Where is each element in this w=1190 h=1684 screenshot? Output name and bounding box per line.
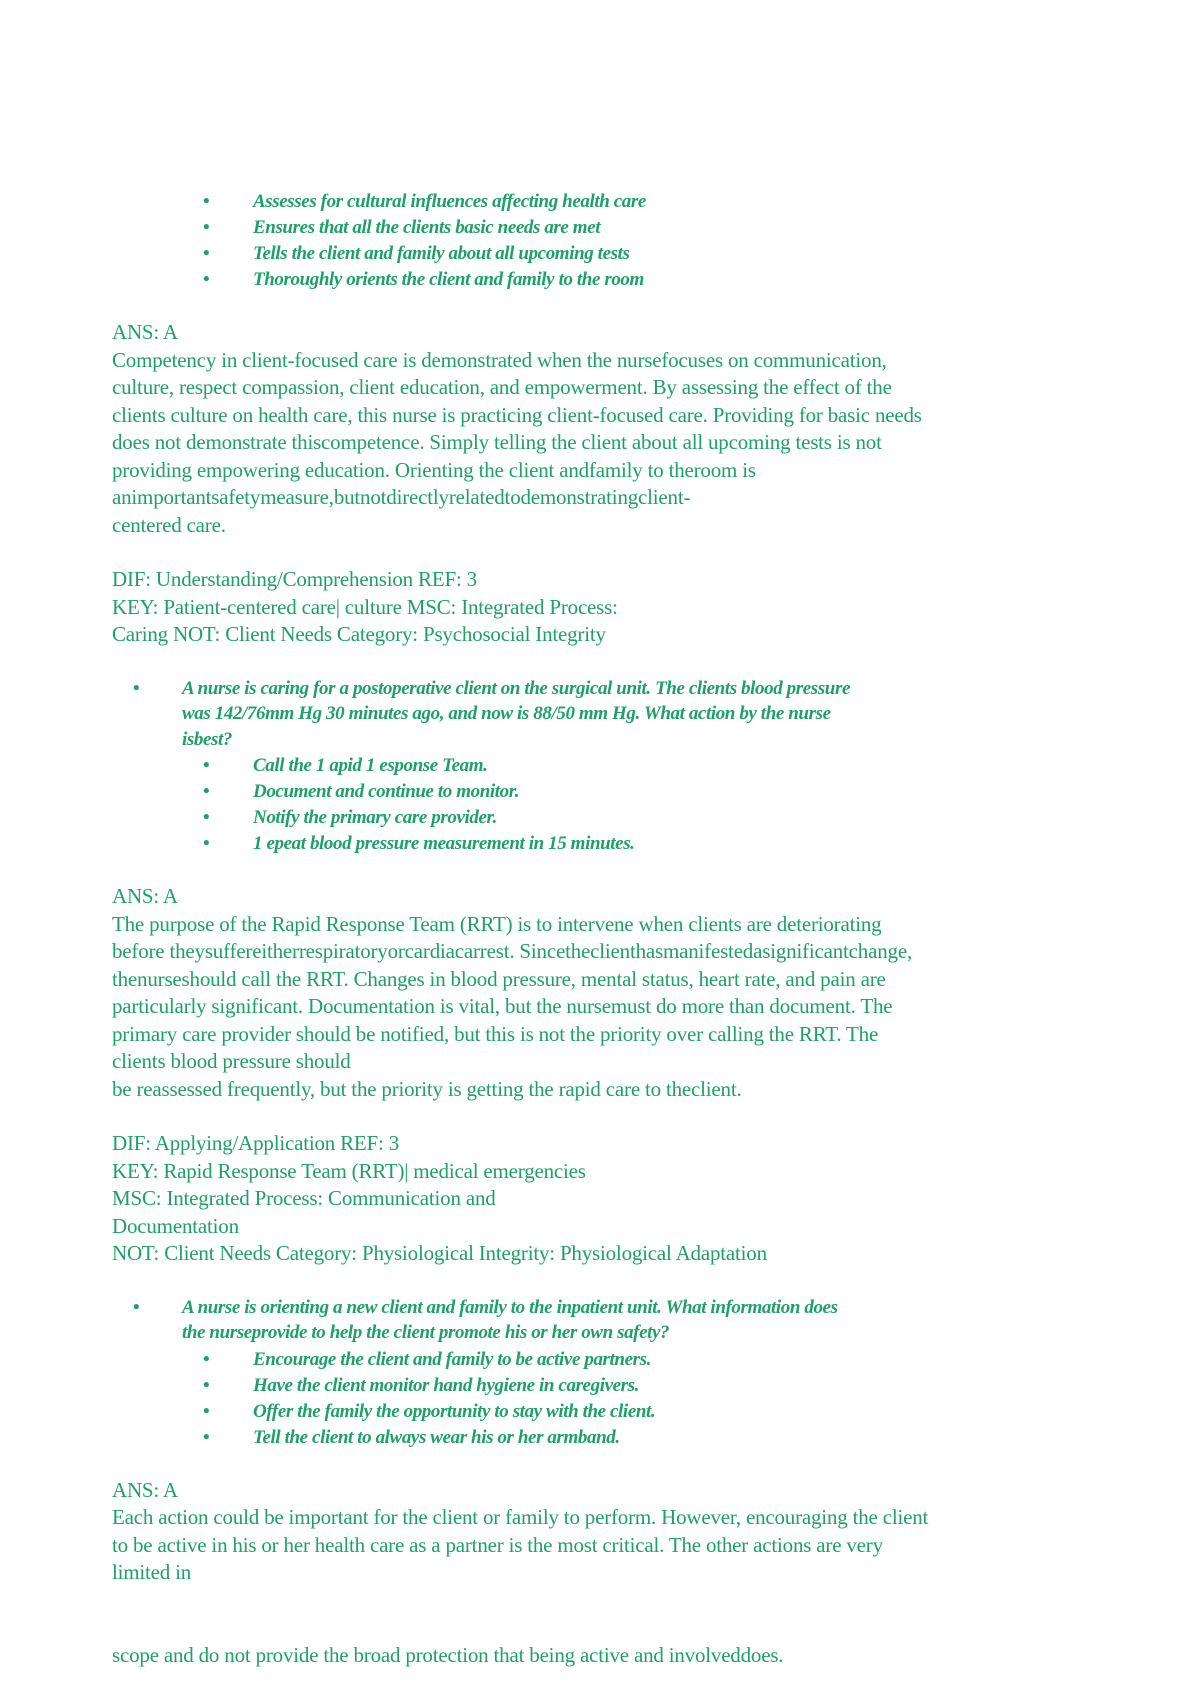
metadata-line: KEY: Rapid Response Team (RRT)| medical emergencies (112, 1158, 586, 1183)
document-content (112, 189, 1072, 1669)
question-line: was 142/76mm Hg 30 minutes ago, and now is 88/50 mm Hg. What action by the nurse (182, 703, 831, 724)
rationale-line: to be active in his or her health care as a partner is the most critical. The other actions are very (112, 1532, 883, 1557)
option-a: • Assesses for cultural influences affecting health care (112, 189, 1072, 215)
answer-key: ANS: A (112, 1477, 178, 1502)
question-metadata (112, 1130, 1072, 1268)
question-line: • A nurse is caring for a postoperative client on the surgical unit. The clients blood pressure (182, 677, 850, 699)
metadata-line: NOT: Client Needs Category: Physiological Integrity: Physiological Adaptation (112, 1241, 767, 1265)
option-c: • Offer the family the opportunity to stay with the client. (112, 1399, 1072, 1425)
question-metadata (112, 566, 1072, 649)
rationale-line: animportantsafetymeasure,butnotdirectlyrelatedtodemonstratingclient- (112, 485, 691, 509)
rationale-line: clients culture on health care, this nurse is practicing client-focused care. Providing for basic needs (112, 402, 922, 427)
question-3 (112, 1295, 1072, 1346)
rationale-line: thenurseshould call the RRT. Changes in blood pressure, mental status, heart rate, and pain are (112, 966, 886, 991)
answer-options-2 (112, 753, 1072, 857)
metadata-line: Documentation (112, 1213, 239, 1238)
metadata-line: KEY: Patient-centered care| culture MSC: Integrated Process: (112, 594, 618, 619)
rationale (112, 911, 1072, 1104)
rationale-line: primary care provider should be notified, but this is not the priority over calling the RRT. The (112, 1021, 879, 1046)
rationale-continued: scope and do not provide the broad protection that being active and involveddoes. (112, 1642, 784, 1667)
option-b: • Document and continue to monitor. (112, 779, 1072, 805)
rationale-line: culture, respect compassion, client education, and empowerment. By assessing the effect of the (112, 375, 892, 399)
rationale-line: Competency in client-focused care is demonstrated when the nursefocuses on communication, (112, 347, 887, 372)
answer-options-1 (112, 189, 1072, 293)
metadata-line: DIF: Understanding/Comprehension REF: 3 (112, 567, 477, 591)
metadata-line: MSC: Integrated Process: Communication and (112, 1186, 496, 1210)
option-c: • Tells the client and family about all upcoming tests (112, 241, 1072, 267)
rationale-line: particularly significant. Documentation is vital, but the nursemust do more than document. The (112, 994, 893, 1018)
rationale (112, 1504, 1072, 1587)
rationale-line: Each action could be important for the client or family to perform. However, encouraging the client (112, 1505, 929, 1529)
rationale-line: limited in (112, 1560, 192, 1584)
option-d: • Tell the client to always wear his or her armband. (112, 1425, 1072, 1451)
answer-key: ANS: A (112, 884, 178, 908)
metadata-line: Caring NOT: Client Needs Category: Psychosocial Integrity (112, 622, 606, 646)
option-c: • Notify the primary care provider. (112, 805, 1072, 831)
question-2 (112, 676, 1072, 753)
rationale-line: The purpose of the Rapid Response Team (RRT) is to intervene when clients are deteriorating (112, 911, 882, 936)
rationale-line: be reassessed frequently, but the priority is getting the rapid care to theclient. (112, 1076, 742, 1101)
metadata-line: DIF: Applying/Application REF: 3 (112, 1131, 400, 1155)
answer-options-3 (112, 1347, 1072, 1451)
rationale-line: providing empowering education. Orienting the client andfamily to theroom is (112, 457, 756, 482)
rationale-line: clients blood pressure should (112, 1049, 351, 1073)
rationale (112, 347, 1072, 540)
option-d: • Thoroughly orients the client and family to the room (112, 267, 1072, 293)
question-line: the nurseprovide to help the client promote his or her own safety? (182, 1322, 670, 1343)
option-a: • Call the 1 apid 1 esponse Team. (112, 753, 1072, 779)
rationale-line: before theysuffereitherrespiratoryorcardiacarrest. Sincetheclienthasmanifestedasignificantchange, (112, 939, 912, 963)
answer-key: ANS: A (112, 320, 178, 344)
rationale-line: does not demonstrate thiscompetence. Simply telling the client about all upcoming tests is not (112, 430, 882, 454)
question-line: isbest? (182, 728, 232, 750)
question-line: • A nurse is orienting a new client and family to the inpatient unit. What information does (182, 1296, 838, 1318)
option-b: • Have the client monitor hand hygiene in caregivers. (112, 1373, 1072, 1399)
rationale-line: centered care. (112, 512, 226, 537)
option-a: • Encourage the client and family to be active partners. (112, 1347, 1072, 1373)
option-d: • 1 epeat blood pressure measurement in 15 minutes. (112, 831, 1072, 857)
option-b: • Ensures that all the clients basic needs are met (112, 215, 1072, 241)
